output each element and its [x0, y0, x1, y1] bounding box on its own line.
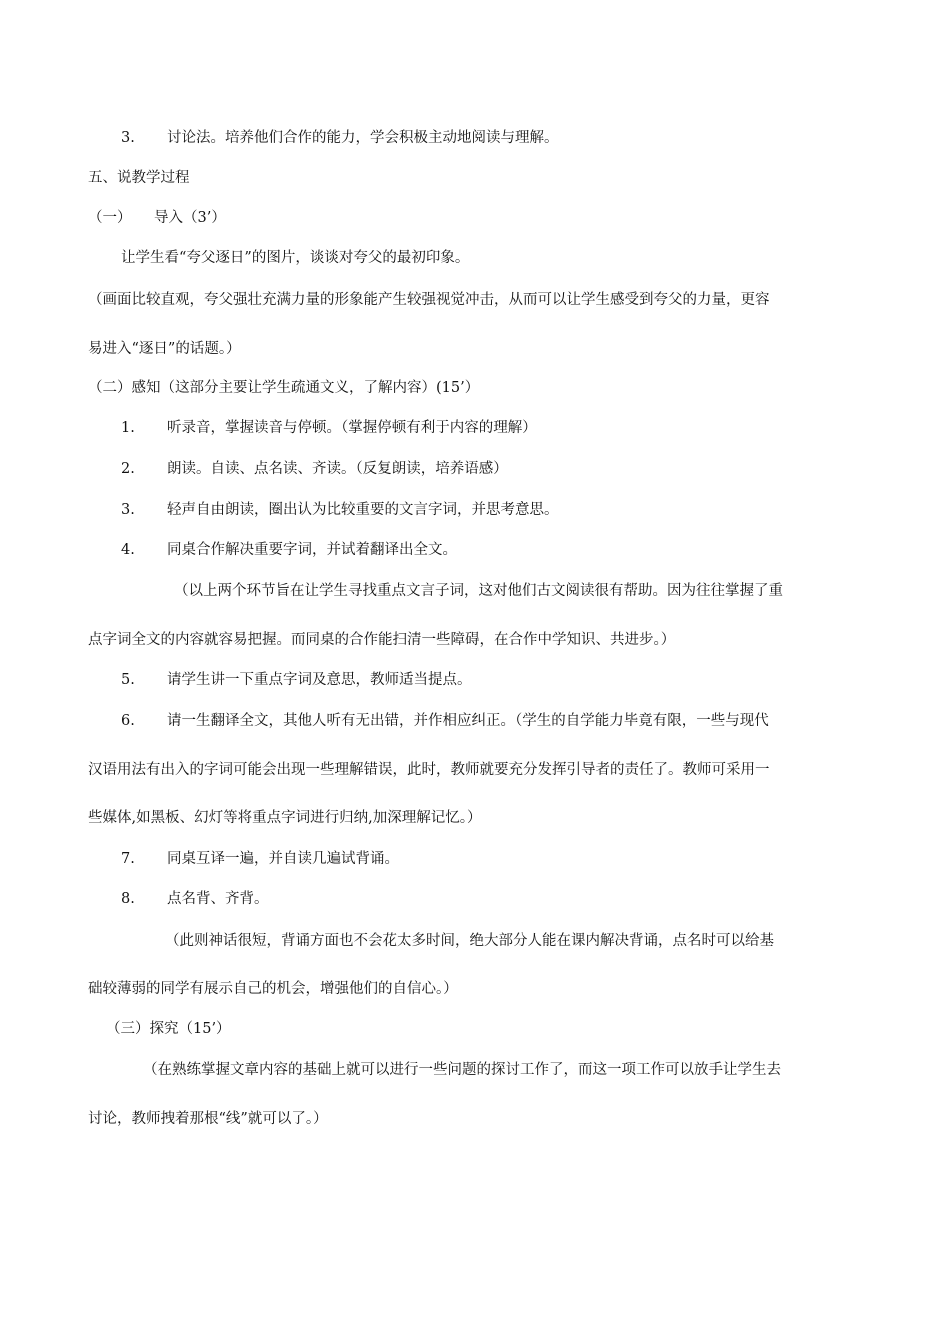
part-heading: （三）探究（15’）: [106, 1021, 231, 1037]
item-number: 4.: [121, 542, 135, 558]
item-number: 3.: [121, 130, 135, 146]
item-text: 同桌合作解决重要字词，并试着翻译出全文。: [167, 542, 457, 558]
part-heading: （二）感知（这部分主要让学生疏通文义，了解内容）(15’）: [88, 380, 480, 396]
part-heading: [88, 208, 226, 228]
list-item: [121, 711, 769, 731]
note-line: 易进入“逐日”的话题。）: [88, 341, 241, 357]
item-number: 8.: [121, 891, 135, 907]
list-item: [121, 500, 559, 520]
note-line: （此则神话很短，背诵方面也不会花太多时间，绝大部分人能在课内解决背诵，点名时可以给基: [165, 933, 774, 949]
note-line: （以上两个环节旨在让学生寻找重点文言子词，这对他们古文阅读很有帮助。因为往往掌握了重: [174, 583, 783, 599]
list-item: [121, 849, 399, 869]
item-number: 7.: [121, 851, 135, 867]
part-title: 导入（3’）: [154, 210, 226, 226]
item-number: 2.: [121, 461, 135, 477]
list-item: [121, 128, 559, 148]
note-line: 汉语用法有出入的字词可能会出现一些理解错误，此时，教师就要充分发挥引导者的责任了。教师可采用一: [88, 762, 770, 778]
item-text: 讨论法。培养他们合作的能力，学会积极主动地阅读与理解。: [167, 130, 559, 146]
note-line: 讨论，教师拽着那根“线”就可以了。）: [88, 1111, 328, 1127]
list-item: [121, 670, 472, 690]
note-line: 础较薄弱的同学有展示自己的机会，增强他们的自信心。）: [88, 981, 458, 997]
list-item: [121, 889, 269, 909]
item-number: 1.: [121, 420, 135, 436]
item-text: 请一生翻译全文，其他人听有无出错，并作相应纠正。（学生的自学能力毕竟有限，一些与现代: [167, 713, 769, 729]
list-item: [121, 459, 508, 479]
item-text: 同桌互译一遍，并自读几遍试背诵。: [167, 851, 399, 867]
section-heading: 五、说教学过程: [88, 170, 190, 186]
item-text: 请学生讲一下重点字词及意思，教师适当提点。: [167, 672, 472, 688]
item-text: 点名背、齐背。: [167, 891, 269, 907]
list-item: [121, 418, 537, 438]
item-text: 轻声自由朗读，圈出认为比较重要的文言字词，并思考意思。: [167, 502, 559, 518]
note-line: 些媒体,如黑板、幻灯等将重点字词进行归纳,加深理解记忆。）: [88, 810, 482, 826]
item-text: 听录音，掌握读音与停顿。（掌握停顿有利于内容的理解）: [167, 420, 537, 436]
note-line: （在熟练掌握文章内容的基础上就可以进行一些问题的探讨工作了，而这一项工作可以放手让学生去: [143, 1062, 781, 1078]
item-number: 3.: [121, 502, 135, 518]
note-line: 点字词全文的内容就容易把握。而同桌的合作能扫清一些障碍，在合作中学知识、共进步。）: [88, 632, 676, 648]
item-text: 朗读。自读、点名读、齐读。（反复朗读，培养语感）: [167, 461, 508, 477]
list-item: [121, 540, 457, 560]
paragraph: 让学生看“夸父逐日”的图片，谈谈对夸父的最初印象。: [121, 250, 470, 266]
item-number: 6.: [121, 713, 135, 729]
part-number: （一）: [88, 210, 132, 226]
item-number: 5.: [121, 672, 135, 688]
note-line: （画面比较直观，夸父强壮充满力量的形象能产生较强视觉冲击，从而可以让学生感受到夸父的力量，更容: [88, 292, 770, 308]
